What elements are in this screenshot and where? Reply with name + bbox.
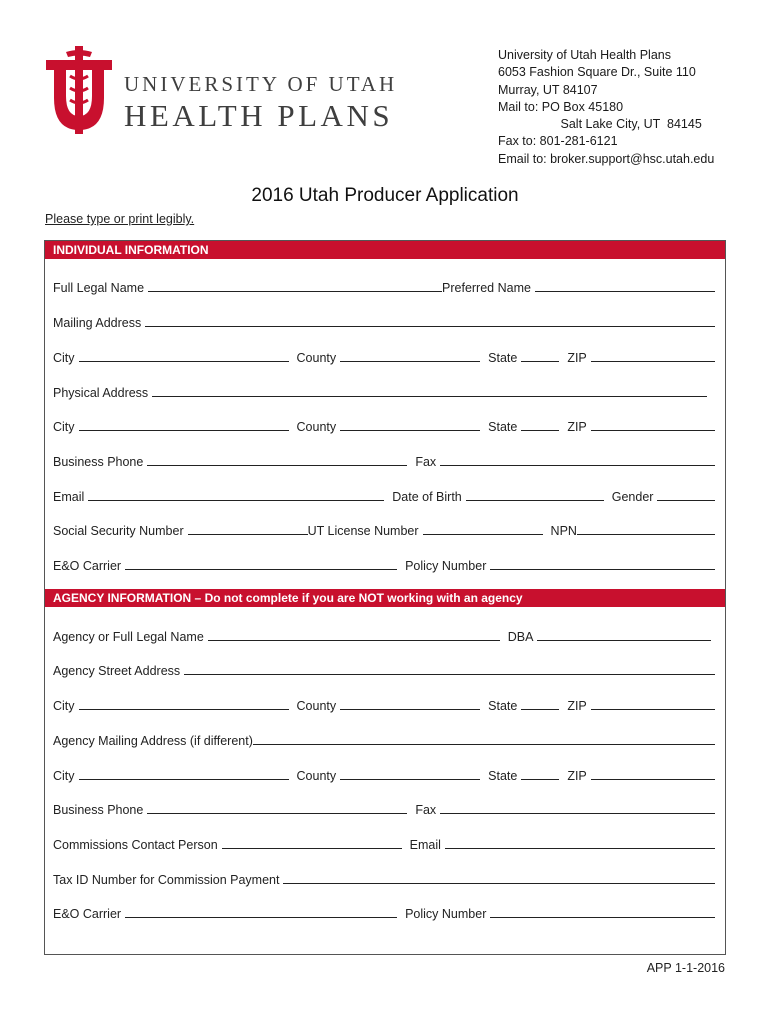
instructions: Please type or print legibly. (45, 212, 195, 226)
label-dba: DBA (507, 630, 534, 644)
label-state: State (488, 351, 518, 365)
label-commissions-contact: Commissions Contact Person (53, 838, 218, 852)
label-agency-street-address: Agency Street Address (53, 664, 181, 678)
address-line: Salt Lake City, UT 84145 (498, 117, 702, 132)
row-eo-carrier-policy (53, 553, 715, 573)
address-line: Fax to: 801-281-6121 (498, 134, 618, 149)
row-agency-street-address (53, 658, 715, 678)
ut-license-field[interactable] (423, 533, 543, 535)
form-version: APP 1-1-2016 (646, 961, 725, 975)
label-state: State (488, 769, 518, 783)
label-gender: Gender (611, 490, 654, 504)
label-ssn: Social Security Number (53, 524, 184, 538)
label-zip: ZIP (567, 420, 587, 434)
state-field[interactable] (521, 708, 559, 710)
address-line: University of Utah Health Plans (498, 48, 671, 62)
label-zip: ZIP (567, 769, 587, 783)
city-field[interactable] (79, 429, 289, 431)
state-field[interactable] (521, 429, 559, 431)
zip-field[interactable] (591, 778, 715, 780)
label-mailing-address: Mailing Address (53, 316, 142, 330)
label-zip: ZIP (567, 351, 587, 365)
email-field[interactable] (88, 499, 384, 501)
row-commissions-contact-email (53, 832, 715, 852)
label-date-of-birth: Date of Birth (392, 490, 462, 504)
agency-mailing-address-field[interactable] (253, 743, 715, 745)
label-agency-mailing-address: Agency Mailing Address (if different) (53, 734, 253, 748)
label-physical-address: Physical Address (53, 386, 149, 400)
label-eo-carrier: E&O Carrier (53, 559, 122, 573)
label-state: State (488, 420, 518, 434)
npn-field[interactable] (577, 533, 715, 535)
county-field[interactable] (340, 708, 480, 710)
label-fax: Fax (415, 455, 437, 469)
label-business-phone: Business Phone (53, 455, 144, 469)
label-preferred-name: Preferred Name (442, 281, 531, 295)
label-county: County (296, 351, 337, 365)
label-city: City (53, 420, 75, 434)
zip-field[interactable] (591, 429, 715, 431)
city-field[interactable] (79, 708, 289, 710)
caduceus-u-icon (44, 46, 114, 136)
county-field[interactable] (340, 429, 480, 431)
row-agency-city-county-state-zip-2 (53, 763, 715, 783)
full-legal-name-field[interactable] (148, 290, 442, 292)
form-title: 2016 Utah Producer Application (251, 185, 519, 206)
row-business-phone-fax (53, 449, 715, 469)
label-city: City (53, 351, 75, 365)
preferred-name-field[interactable] (535, 290, 715, 292)
row-city-county-state-zip (53, 345, 715, 365)
row-agency-phone-fax (53, 797, 715, 817)
county-field[interactable] (340, 360, 480, 362)
university-of-utah-health-plans-logo (44, 46, 398, 136)
label-state: State (488, 699, 518, 713)
county-field[interactable] (340, 778, 480, 780)
fax-field[interactable] (440, 812, 715, 814)
logo-line-1: UNIVERSITY OF UTAH (124, 72, 398, 96)
eo-carrier-field[interactable] (125, 916, 397, 918)
label-county: County (296, 420, 337, 434)
label-ut-license: UT License Number (307, 524, 419, 538)
tax-id-field[interactable] (283, 882, 715, 884)
agency-street-address-field[interactable] (184, 673, 715, 675)
row-agency-name-dba (53, 624, 715, 644)
mailing-address-field[interactable] (145, 325, 715, 327)
label-city: City (53, 769, 75, 783)
label-county: County (296, 699, 337, 713)
label-eo-carrier: E&O Carrier (53, 907, 122, 921)
zip-field[interactable] (591, 360, 715, 362)
label-county: County (296, 769, 337, 783)
ssn-field[interactable] (188, 533, 308, 535)
label-fax: Fax (415, 803, 437, 817)
state-field[interactable] (521, 778, 559, 780)
row-physical-address (53, 380, 715, 400)
row-ssn-license-npn (53, 518, 715, 538)
commissions-contact-field[interactable] (222, 847, 402, 849)
label-agency-name: Agency or Full Legal Name (53, 630, 204, 644)
row-agency-city-county-state-zip (53, 693, 715, 713)
row-tax-id (53, 867, 715, 887)
agency-name-field[interactable] (208, 639, 500, 641)
logo-line-2: HEALTH PLANS (124, 98, 394, 133)
address-line: Mail to: PO Box 45180 (498, 99, 624, 114)
row-agency-mailing-address (53, 728, 715, 748)
fax-field[interactable] (440, 464, 715, 466)
label-full-legal-name: Full Legal Name (53, 281, 145, 295)
eo-carrier-field[interactable] (125, 568, 397, 570)
section-header-agency: AGENCY INFORMATION – Do not complete if you are NOT working with an agency (45, 589, 725, 607)
state-field[interactable] (521, 360, 559, 362)
date-of-birth-field[interactable] (466, 499, 604, 501)
label-zip: ZIP (567, 699, 587, 713)
label-policy-number: Policy Number (405, 907, 487, 921)
label-email: Email (409, 838, 441, 852)
business-phone-field[interactable] (147, 812, 407, 814)
address-line: 6053 Fashion Square Dr., Suite 110 (498, 65, 696, 80)
city-field[interactable] (79, 778, 289, 780)
physical-address-field[interactable] (152, 395, 707, 397)
row-agency-eo-carrier-policy (53, 901, 715, 921)
city-field[interactable] (79, 360, 289, 362)
policy-number-field[interactable] (490, 916, 715, 918)
gender-field[interactable] (657, 499, 715, 501)
address-line: Murray, UT 84107 (498, 82, 598, 97)
address-block (498, 47, 714, 168)
row-full-legal-name (53, 275, 715, 295)
row-mailing-address (53, 310, 715, 330)
label-email: Email (53, 490, 85, 504)
policy-number-field[interactable] (490, 568, 715, 570)
label-business-phone: Business Phone (53, 803, 144, 817)
zip-field[interactable] (591, 708, 715, 710)
label-tax-id: Tax ID Number for Commission Payment (53, 873, 280, 887)
section-header-individual: INDIVIDUAL INFORMATION (45, 241, 725, 259)
row-city-county-state-zip-2 (53, 414, 715, 434)
label-npn: NPN (550, 524, 577, 538)
label-policy-number: Policy Number (405, 559, 487, 573)
row-email-dob-gender (53, 484, 715, 504)
label-city: City (53, 699, 75, 713)
dba-field[interactable] (537, 639, 711, 641)
business-phone-field[interactable] (147, 464, 407, 466)
email-field[interactable] (445, 847, 715, 849)
address-line: Email to: broker.support@hsc.utah.edu (498, 151, 715, 166)
